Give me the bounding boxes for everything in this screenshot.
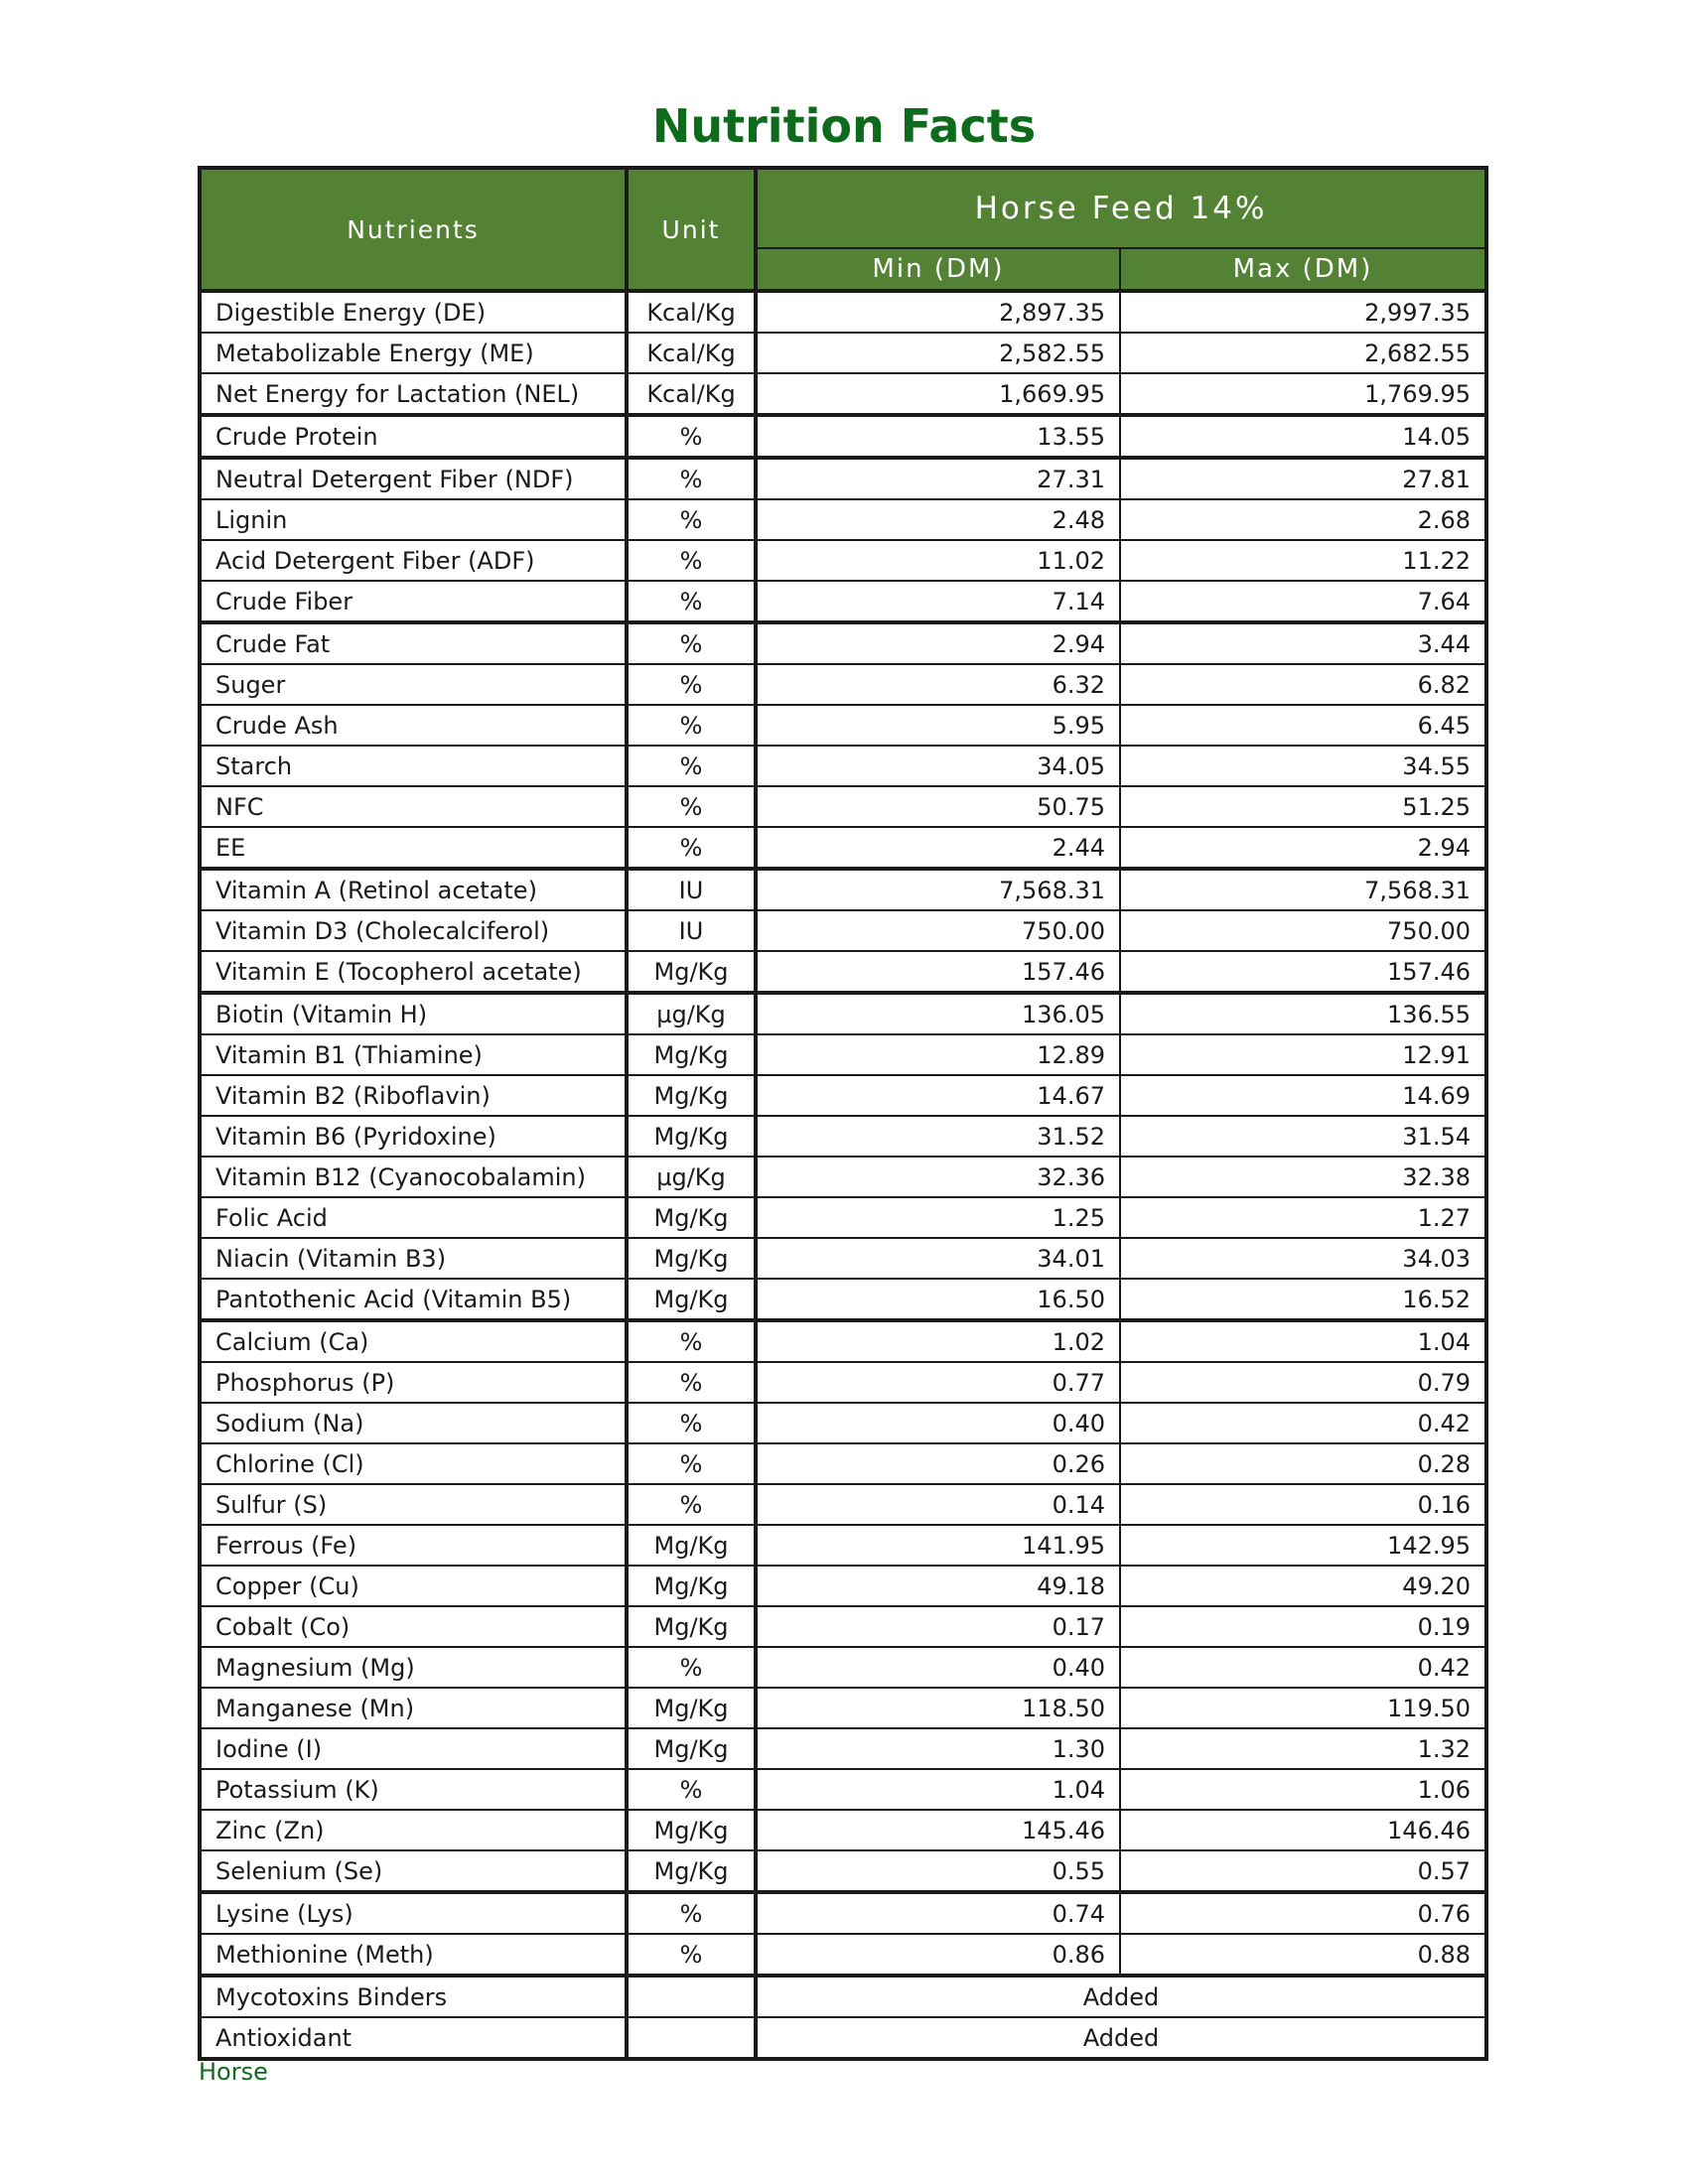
max-value: 1,769.95	[1120, 373, 1486, 415]
min-value: 0.74	[756, 1892, 1120, 1934]
table-row	[200, 2017, 1486, 2059]
max-value: 11.22	[1120, 540, 1486, 581]
nutrient-name: Lysine (Lys)	[200, 1892, 627, 1934]
nutrient-name: Crude Fat	[200, 622, 627, 664]
nutrient-name: Iodine (I)	[200, 1728, 627, 1769]
nutrient-name: Chlorine (Cl)	[200, 1443, 627, 1484]
nutrient-unit: Kcal/Kg	[627, 333, 756, 373]
max-value: 51.25	[1120, 786, 1486, 827]
nutrient-name: Lignin	[200, 499, 627, 540]
table-row	[200, 1850, 1486, 1892]
max-value: 7,568.31	[1120, 869, 1486, 910]
nutrient-name: Cobalt (Co)	[200, 1606, 627, 1647]
max-value: 3.44	[1120, 622, 1486, 664]
max-value: 142.95	[1120, 1525, 1486, 1566]
max-value: 31.54	[1120, 1116, 1486, 1157]
nutrient-name: Acid Detergent Fiber (ADF)	[200, 540, 627, 581]
header-unit: Unit	[627, 168, 756, 291]
nutrient-unit: Mg/Kg	[627, 1850, 756, 1892]
max-value: 1.04	[1120, 1320, 1486, 1362]
min-value: 0.40	[756, 1403, 1120, 1443]
nutrient-unit: Mg/Kg	[627, 1525, 756, 1566]
min-value: 31.52	[756, 1116, 1120, 1157]
nutrient-unit: Mg/Kg	[627, 1197, 756, 1238]
min-value: 12.89	[756, 1034, 1120, 1075]
max-value: 119.50	[1120, 1688, 1486, 1728]
min-value: 13.55	[756, 415, 1120, 458]
table-row	[200, 1075, 1486, 1116]
header-max: Max (DM)	[1120, 248, 1486, 291]
nutrient-unit: %	[627, 827, 756, 869]
header-nutrients: Nutrients	[200, 168, 627, 291]
max-value: 0.42	[1120, 1647, 1486, 1688]
min-value: 1.30	[756, 1728, 1120, 1769]
min-value: 0.55	[756, 1850, 1120, 1892]
table-row	[200, 1238, 1486, 1279]
max-value: 6.45	[1120, 705, 1486, 746]
table-row	[200, 664, 1486, 705]
nutrient-unit: %	[627, 1647, 756, 1688]
nutrient-name: Antioxidant	[200, 2017, 627, 2059]
nutrient-name: Vitamin E (Tocopherol acetate)	[200, 951, 627, 993]
nutrient-unit: µg/Kg	[627, 1157, 756, 1197]
nutrient-unit: µg/Kg	[627, 993, 756, 1034]
table-row	[200, 1934, 1486, 1976]
table-row	[200, 1810, 1486, 1850]
table-row	[200, 1403, 1486, 1443]
table-row	[200, 1892, 1486, 1934]
max-value: 32.38	[1120, 1157, 1486, 1197]
max-value: 14.69	[1120, 1075, 1486, 1116]
nutrient-unit: %	[627, 746, 756, 786]
min-value: 14.67	[756, 1075, 1120, 1116]
nutrient-name: Crude Fiber	[200, 581, 627, 622]
min-value: 118.50	[756, 1688, 1120, 1728]
nutrient-unit: %	[627, 458, 756, 499]
table-row	[200, 1525, 1486, 1566]
nutrient-name: EE	[200, 827, 627, 869]
nutrient-name: Vitamin B12 (Cyanocobalamin)	[200, 1157, 627, 1197]
min-value: 2.44	[756, 827, 1120, 869]
nutrient-name: Manganese (Mn)	[200, 1688, 627, 1728]
nutrient-name: Net Energy for Lactation (NEL)	[200, 373, 627, 415]
nutrient-name: Zinc (Zn)	[200, 1810, 627, 1850]
nutrient-unit: Mg/Kg	[627, 1238, 756, 1279]
table-row	[200, 1688, 1486, 1728]
min-value: 6.32	[756, 664, 1120, 705]
nutrient-name: Vitamin B1 (Thiamine)	[200, 1034, 627, 1075]
min-value: 7.14	[756, 581, 1120, 622]
nutrient-unit: IU	[627, 869, 756, 910]
nutrient-name: Starch	[200, 746, 627, 786]
nutrient-name: Phosphorus (P)	[200, 1362, 627, 1403]
nutrient-unit: Mg/Kg	[627, 1606, 756, 1647]
table-row	[200, 1197, 1486, 1238]
table-row	[200, 827, 1486, 869]
min-value: 16.50	[756, 1279, 1120, 1320]
max-value: 1.32	[1120, 1728, 1486, 1769]
nutrient-value: Added	[756, 2017, 1486, 2059]
table-row	[200, 1769, 1486, 1810]
nutrient-name: Suger	[200, 664, 627, 705]
nutrient-unit: %	[627, 1769, 756, 1810]
nutrient-name: Pantothenic Acid (Vitamin B5)	[200, 1279, 627, 1320]
nutrient-unit: Mg/Kg	[627, 1034, 756, 1075]
nutrient-unit: %	[627, 1403, 756, 1443]
nutrient-unit: %	[627, 1892, 756, 1934]
max-value: 750.00	[1120, 910, 1486, 951]
nutrient-unit: Mg/Kg	[627, 1116, 756, 1157]
max-value: 0.88	[1120, 1934, 1486, 1976]
nutrient-name: Digestible Energy (DE)	[200, 291, 627, 333]
table-row	[200, 540, 1486, 581]
table-row	[200, 1320, 1486, 1362]
nutrient-unit: %	[627, 1320, 756, 1362]
nutrient-name: Folic Acid	[200, 1197, 627, 1238]
max-value: 136.55	[1120, 993, 1486, 1034]
nutrient-name: Crude Protein	[200, 415, 627, 458]
nutrient-name: Calcium (Ca)	[200, 1320, 627, 1362]
max-value: 1.06	[1120, 1769, 1486, 1810]
max-value: 157.46	[1120, 951, 1486, 993]
table-row	[200, 581, 1486, 622]
nutrient-unit: Mg/Kg	[627, 1566, 756, 1606]
max-value: 7.64	[1120, 581, 1486, 622]
max-value: 0.16	[1120, 1484, 1486, 1525]
min-value: 157.46	[756, 951, 1120, 993]
min-value: 0.86	[756, 1934, 1120, 1976]
nutrient-name: Biotin (Vitamin H)	[200, 993, 627, 1034]
min-value: 50.75	[756, 786, 1120, 827]
nutrient-name: Mycotoxins Binders	[200, 1976, 627, 2017]
max-value: 27.81	[1120, 458, 1486, 499]
nutrient-unit: %	[627, 622, 756, 664]
min-value: 2,582.55	[756, 333, 1120, 373]
max-value: 34.55	[1120, 746, 1486, 786]
nutrient-name: Methionine (Meth)	[200, 1934, 627, 1976]
table-row	[200, 1443, 1486, 1484]
max-value: 0.79	[1120, 1362, 1486, 1403]
max-value: 0.42	[1120, 1403, 1486, 1443]
nutrient-name: Copper (Cu)	[200, 1566, 627, 1606]
table-row	[200, 622, 1486, 664]
table-row	[200, 1116, 1486, 1157]
nutrient-unit: Mg/Kg	[627, 1728, 756, 1769]
min-value: 1.25	[756, 1197, 1120, 1238]
table-row	[200, 1647, 1486, 1688]
nutrient-unit: %	[627, 786, 756, 827]
table-row	[200, 705, 1486, 746]
nutrient-name: NFC	[200, 786, 627, 827]
min-value: 34.05	[756, 746, 1120, 786]
nutrient-name: Magnesium (Mg)	[200, 1647, 627, 1688]
nutrient-unit: %	[627, 1934, 756, 1976]
max-value: 14.05	[1120, 415, 1486, 458]
nutrient-name: Crude Ash	[200, 705, 627, 746]
table-row	[200, 1606, 1486, 1647]
table-row	[200, 333, 1486, 373]
min-value: 32.36	[756, 1157, 1120, 1197]
min-value: 1.02	[756, 1320, 1120, 1362]
table-row	[200, 373, 1486, 415]
min-value: 7,568.31	[756, 869, 1120, 910]
min-value: 750.00	[756, 910, 1120, 951]
nutrient-unit: %	[627, 705, 756, 746]
table-row	[200, 786, 1486, 827]
header-min: Min (DM)	[756, 248, 1120, 291]
nutrient-value: Added	[756, 1976, 1486, 2017]
min-value: 2,897.35	[756, 291, 1120, 333]
min-value: 11.02	[756, 540, 1120, 581]
min-value: 0.77	[756, 1362, 1120, 1403]
min-value: 1,669.95	[756, 373, 1120, 415]
nutrient-unit: %	[627, 1484, 756, 1525]
table-row	[200, 746, 1486, 786]
table-header	[200, 168, 1486, 291]
table-row	[200, 1976, 1486, 2017]
min-value: 2.94	[756, 622, 1120, 664]
max-value: 16.52	[1120, 1279, 1486, 1320]
nutrient-unit: %	[627, 1443, 756, 1484]
page-title: Nutrition Facts	[651, 99, 1037, 153]
min-value: 34.01	[756, 1238, 1120, 1279]
nutrient-name: Neutral Detergent Fiber (NDF)	[200, 458, 627, 499]
nutrient-name: Metabolizable Energy (ME)	[200, 333, 627, 373]
table-row	[200, 1484, 1486, 1525]
nutrition-table	[198, 166, 1488, 2061]
min-value: 0.26	[756, 1443, 1120, 1484]
nutrient-name: Sulfur (S)	[200, 1484, 627, 1525]
table-row	[200, 415, 1486, 458]
nutrient-unit	[627, 1976, 756, 2017]
min-value: 5.95	[756, 705, 1120, 746]
min-value: 136.05	[756, 993, 1120, 1034]
table-row	[200, 993, 1486, 1034]
header-product: Horse Feed 14%	[756, 168, 1486, 248]
table-row	[200, 910, 1486, 951]
nutrient-unit: Mg/Kg	[627, 951, 756, 993]
max-value: 146.46	[1120, 1810, 1486, 1850]
table-row	[200, 458, 1486, 499]
nutrient-name: Ferrous (Fe)	[200, 1525, 627, 1566]
nutrient-unit: %	[627, 581, 756, 622]
nutrient-unit: Mg/Kg	[627, 1810, 756, 1850]
nutrient-unit: %	[627, 415, 756, 458]
nutrient-name: Vitamin B6 (Pyridoxine)	[200, 1116, 627, 1157]
table-row	[200, 1279, 1486, 1320]
nutrient-unit: Mg/Kg	[627, 1279, 756, 1320]
max-value: 0.76	[1120, 1892, 1486, 1934]
max-value: 6.82	[1120, 664, 1486, 705]
nutrient-unit: %	[627, 499, 756, 540]
nutrient-name: Vitamin D3 (Cholecalciferol)	[200, 910, 627, 951]
max-value: 0.28	[1120, 1443, 1486, 1484]
min-value: 141.95	[756, 1525, 1120, 1566]
nutrient-name: Vitamin A (Retinol acetate)	[200, 869, 627, 910]
min-value: 1.04	[756, 1769, 1120, 1810]
max-value: 2.68	[1120, 499, 1486, 540]
nutrient-name: Sodium (Na)	[200, 1403, 627, 1443]
nutrient-unit: %	[627, 540, 756, 581]
table-row	[200, 1566, 1486, 1606]
nutrient-unit: %	[627, 664, 756, 705]
footer-label: Horse	[199, 2058, 268, 2086]
min-value: 49.18	[756, 1566, 1120, 1606]
nutrient-unit: Mg/Kg	[627, 1075, 756, 1116]
min-value: 0.14	[756, 1484, 1120, 1525]
max-value: 0.19	[1120, 1606, 1486, 1647]
min-value: 145.46	[756, 1810, 1120, 1850]
nutrient-unit: %	[627, 1362, 756, 1403]
table-row	[200, 499, 1486, 540]
nutrient-name: Potassium (K)	[200, 1769, 627, 1810]
nutrient-name: Niacin (Vitamin B3)	[200, 1238, 627, 1279]
table-row	[200, 1034, 1486, 1075]
table-row	[200, 869, 1486, 910]
max-value: 34.03	[1120, 1238, 1486, 1279]
table-row	[200, 1728, 1486, 1769]
min-value: 0.40	[756, 1647, 1120, 1688]
table-row	[200, 291, 1486, 333]
max-value: 2,682.55	[1120, 333, 1486, 373]
table-body	[200, 291, 1486, 2059]
min-value: 27.31	[756, 458, 1120, 499]
nutrient-name: Selenium (Se)	[200, 1850, 627, 1892]
nutrient-name: Vitamin B2 (Riboflavin)	[200, 1075, 627, 1116]
min-value: 2.48	[756, 499, 1120, 540]
min-value: 0.17	[756, 1606, 1120, 1647]
max-value: 49.20	[1120, 1566, 1486, 1606]
nutrient-unit	[627, 2017, 756, 2059]
table-row	[200, 951, 1486, 993]
table-row	[200, 1157, 1486, 1197]
nutrient-unit: Kcal/Kg	[627, 291, 756, 333]
max-value: 0.57	[1120, 1850, 1486, 1892]
max-value: 2.94	[1120, 827, 1486, 869]
table-row	[200, 1362, 1486, 1403]
nutrient-unit: Kcal/Kg	[627, 373, 756, 415]
nutrient-unit: IU	[627, 910, 756, 951]
max-value: 1.27	[1120, 1197, 1486, 1238]
max-value: 12.91	[1120, 1034, 1486, 1075]
nutrient-unit: Mg/Kg	[627, 1688, 756, 1728]
max-value: 2,997.35	[1120, 291, 1486, 333]
